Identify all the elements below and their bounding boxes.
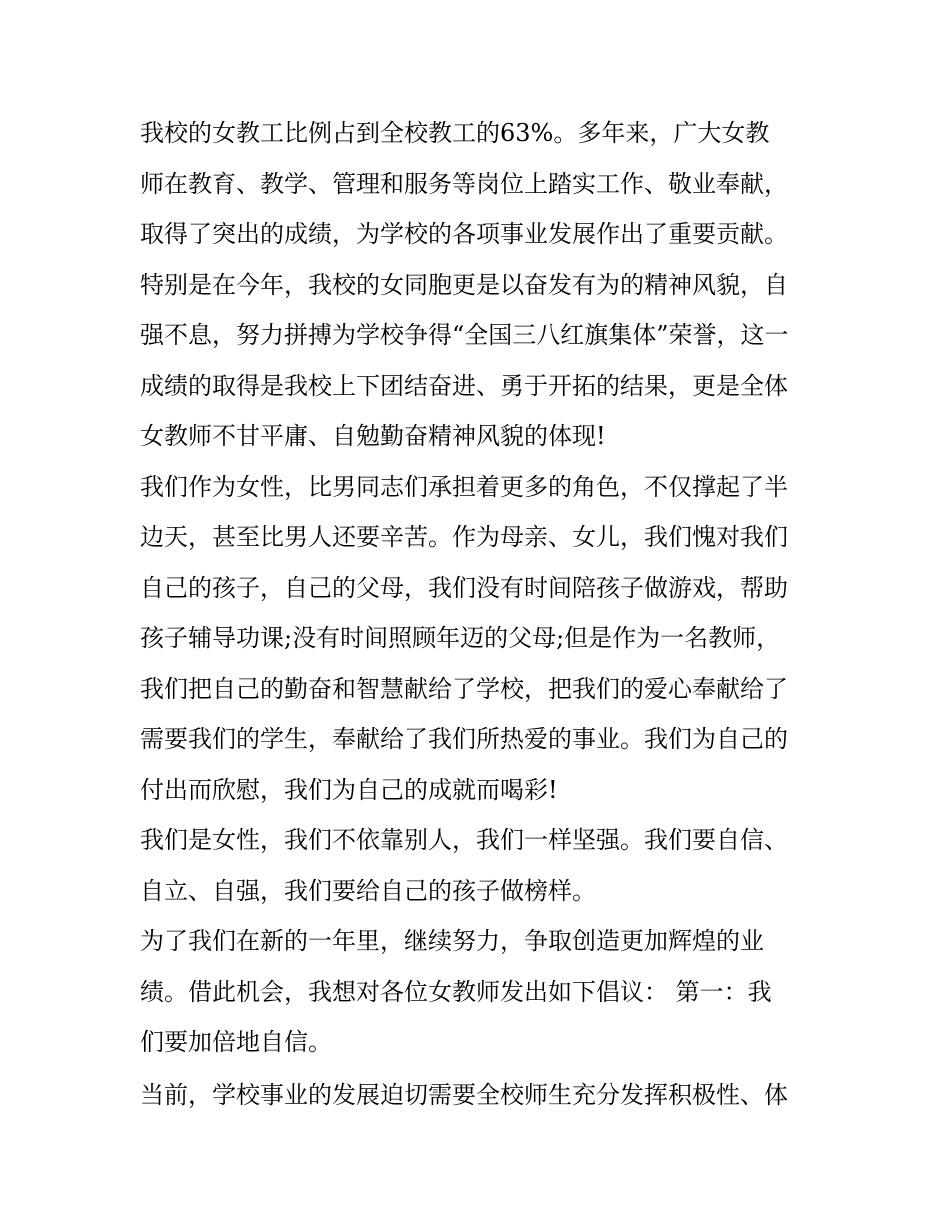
text-line: 孩子辅导功课;没有时间照顾年迈的父母;但是作为一名教师，	[140, 624, 781, 652]
text-line: 取得了突出的成绩，为学校的各项事业发展作出了重要贡献。	[140, 220, 788, 248]
text-line: 特别是在今年，我校的女同胞更是以奋发有为的精神风貌，自	[140, 270, 788, 299]
text-line: 当前，学校事业的发展迫切需要全校师生充分发挥积极性、体	[140, 1080, 788, 1109]
text-line: 强不息，努力拼搏为学校争得“全国三八红旗集体”荣誉，这一	[140, 321, 789, 349]
text-line: 绩。借此机会，我想对各位女教师发出如下倡议： 第一：我	[140, 977, 772, 1006]
text-line: 自立、自强，我们要给自己的孩子做榜样。	[140, 876, 596, 905]
text-line: 我校的女教工比例占到全校教工的63%。多年来，广大女教	[140, 119, 770, 147]
text-line: 付出而欣慰，我们为自己的成就而喝彩!	[140, 775, 558, 804]
text-line: 师在教育、教学、管理和服务等岗位上踏实工作、敬业奉献，	[140, 169, 788, 198]
text-line: 自己的孩子，自己的父母，我们没有时间陪孩子做游戏，帮助	[140, 573, 788, 602]
text-line: 们要加倍地自信。	[140, 1028, 332, 1056]
text-line: 边天，甚至比男人还要辛苦。作为母亲、女儿，我们愧对我们	[140, 523, 788, 551]
document-body	[140, 108, 820, 1120]
text-line: 成绩的取得是我校上下团结奋进、勇于开拓的结果，更是全体	[140, 371, 788, 400]
text-line: 女教师不甘平庸、自勉勤奋精神风貌的体现!	[140, 422, 606, 450]
text-line: 我们是女性，我们不依靠别人，我们一样坚强。我们要自信、	[140, 826, 788, 854]
text-line: 我们作为女性，比男同志们承担着更多的角色，不仅撑起了半	[140, 472, 788, 501]
text-line: 我们把自己的勤奋和智慧献给了学校，把我们的爱心奉献给了	[140, 674, 788, 703]
text-line: 为了我们在新的一年里，继续努力，争取创造更加辉煌的业	[140, 927, 764, 955]
text-line: 需要我们的学生，奉献给了我们所热爱的事业。我们为自己的	[140, 725, 788, 753]
